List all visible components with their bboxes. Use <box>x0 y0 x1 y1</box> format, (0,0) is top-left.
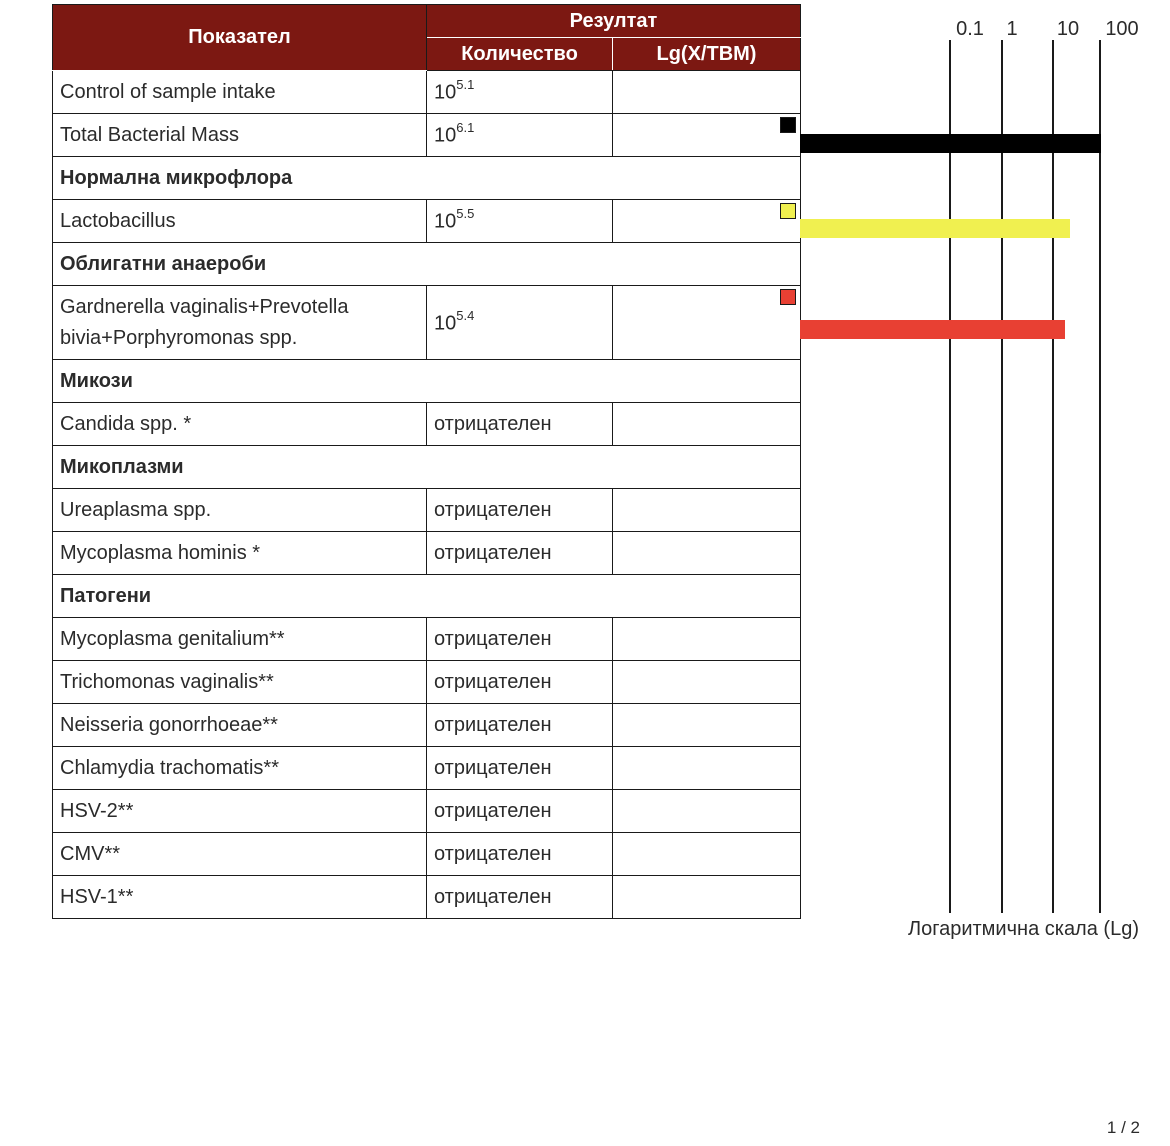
page-number: 1 / 2 <box>1106 1118 1140 1137</box>
section-title: Облигатни анаероби <box>53 243 801 286</box>
row-quantity: отрицателен <box>427 876 613 919</box>
scale-caption: Логаритмична скала (Lg) <box>908 918 1139 940</box>
row-quantity: отрицателен <box>427 618 613 661</box>
header-result: Резултат <box>427 5 801 38</box>
section-row <box>53 157 801 200</box>
legend-swatch-red <box>780 289 796 305</box>
row-name: Control of sample intake <box>53 71 427 114</box>
scale-tick-label: 1 <box>1006 18 1018 40</box>
header-indicator: Показател <box>53 5 427 71</box>
row-quantity: отрицателен <box>427 489 613 532</box>
table-row <box>53 200 801 243</box>
table-row <box>53 532 801 575</box>
row-quantity: $10^{5.1}$ <box>427 71 613 114</box>
header-lg: Lg(X/TBM) <box>613 38 801 71</box>
table-row <box>53 747 801 790</box>
row-name: Lactobacillus <box>53 200 427 243</box>
legend-swatch-black <box>780 117 796 133</box>
row-lg <box>613 286 801 360</box>
table-row <box>53 403 801 446</box>
row-lg <box>613 790 801 833</box>
table-row <box>53 833 801 876</box>
row-lg <box>613 71 801 114</box>
row-name: Neisseria gonorrhoeae** <box>53 704 427 747</box>
section-row <box>53 360 801 403</box>
table-row <box>53 71 801 114</box>
section-title: Нормална микрофлора <box>53 157 801 200</box>
row-name: CMV** <box>53 833 427 876</box>
table-row <box>53 618 801 661</box>
scale-gridline <box>1099 40 1101 913</box>
section-row <box>53 575 801 618</box>
row-lg <box>613 704 801 747</box>
scale-gridline <box>1001 40 1003 913</box>
header-quantity: Количество <box>427 38 613 71</box>
table-row <box>53 286 801 360</box>
row-lg <box>613 661 801 704</box>
row-quantity: $10^{5.5}$ <box>427 200 613 243</box>
row-name: HSV-1** <box>53 876 427 919</box>
row-name: Trichomonas vaginalis** <box>53 661 427 704</box>
section-row <box>53 243 801 286</box>
row-name: Candida spp. * <box>53 403 427 446</box>
scale-tick-label: 100 <box>1105 18 1139 40</box>
section-title: Микози <box>53 360 801 403</box>
table-row <box>53 704 801 747</box>
row-quantity: отрицателен <box>427 704 613 747</box>
row-quantity: $10^{5.4}$ <box>427 286 613 360</box>
table-row <box>53 114 801 157</box>
row-name: Total Bacterial Mass <box>53 114 427 157</box>
row-quantity: отрицателен <box>427 747 613 790</box>
row-lg <box>613 200 801 243</box>
row-name: Mycoplasma hominis * <box>53 532 427 575</box>
results-table <box>52 4 801 919</box>
section-title: Микоплазми <box>53 446 801 489</box>
row-quantity: $10^{6.1}$ <box>427 114 613 157</box>
row-lg <box>613 532 801 575</box>
scale-gridline <box>949 40 951 913</box>
row-lg <box>613 833 801 876</box>
row-name: Gardnerella vaginalis+Prevotella bivia+Porphyromonas spp. <box>53 286 427 360</box>
bar-gardnerella <box>800 320 1065 339</box>
row-quantity: отрицателен <box>427 833 613 876</box>
table-row <box>53 489 801 532</box>
table-row <box>53 661 801 704</box>
row-quantity: отрицателен <box>427 661 613 704</box>
section-row <box>53 446 801 489</box>
scale-tick-label: 10 <box>1056 18 1080 40</box>
table-row <box>53 876 801 919</box>
row-lg <box>613 618 801 661</box>
table-row <box>53 790 801 833</box>
row-quantity: отрицателен <box>427 790 613 833</box>
row-quantity: отрицателен <box>427 532 613 575</box>
row-lg <box>613 876 801 919</box>
row-lg <box>613 114 801 157</box>
row-name: HSV-2** <box>53 790 427 833</box>
row-lg <box>613 403 801 446</box>
row-name: Mycoplasma genitalium** <box>53 618 427 661</box>
legend-swatch-yellow <box>780 203 796 219</box>
scale-tick-label: 0.1 <box>956 18 984 40</box>
scale-gridline <box>1052 40 1054 913</box>
row-lg <box>613 747 801 790</box>
bar-total-bacterial-mass <box>800 134 1101 153</box>
row-quantity: отрицателен <box>427 403 613 446</box>
row-name: Chlamydia trachomatis** <box>53 747 427 790</box>
bar-lactobacillus <box>800 219 1070 238</box>
row-name: Ureaplasma spp. <box>53 489 427 532</box>
section-title: Патогени <box>53 575 801 618</box>
row-lg <box>613 489 801 532</box>
